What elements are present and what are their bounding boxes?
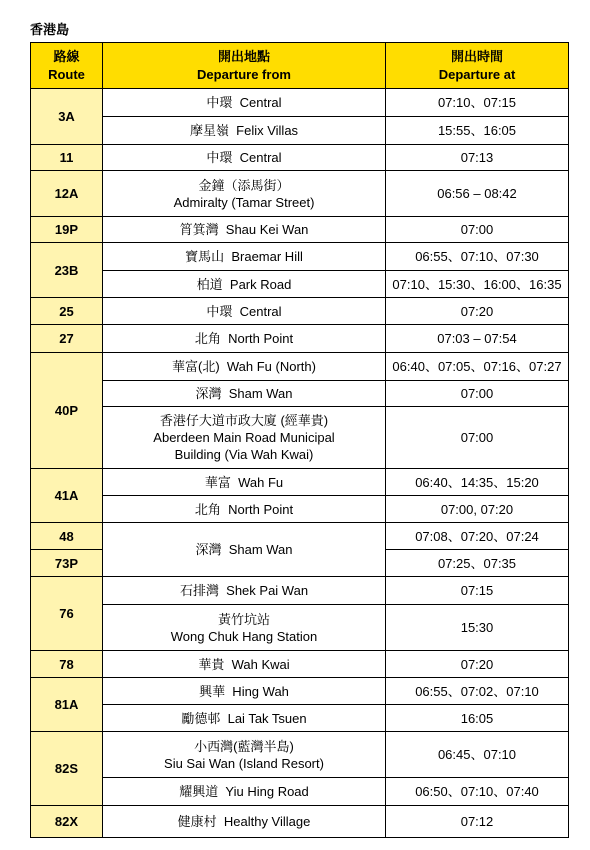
table-row: [31, 732, 569, 778]
departure-at-cell: 15:55、16:05: [386, 117, 569, 145]
table-row: [31, 171, 569, 217]
table-row: [31, 651, 569, 678]
departure-from-cell: [103, 217, 386, 243]
route-cell: 3A: [31, 89, 103, 145]
departure-from-cell: [103, 496, 386, 523]
route-cell: 48: [31, 523, 103, 550]
header-route: [31, 43, 103, 89]
departure-at-cell: 07:10、07:15: [386, 89, 569, 117]
departure-from-text: 北角 North Point: [194, 331, 294, 346]
departure-at-cell: 06:40、07:05、07:16、07:27: [386, 353, 569, 381]
departure-from-text: 石排灣 Shek Pai Wan: [179, 583, 309, 598]
departure-from-text: 香港仔大道市政大廈 (經華貴): [159, 413, 329, 428]
route-cell: 82X: [31, 806, 103, 838]
route-cell: 82S: [31, 732, 103, 806]
table-row: [31, 89, 569, 117]
departure-at-cell: 06:40、14:35、15:20: [386, 469, 569, 496]
departure-from-text: 寶馬山 Braemar Hill: [185, 249, 303, 264]
table-row: [31, 117, 569, 145]
departure-from-cell: [103, 381, 386, 407]
departure-from-cell: [103, 325, 386, 353]
departure-from-cell: [103, 605, 386, 651]
header-departure-from-en: Departure from: [197, 66, 291, 82]
departure-at-cell: 07:10、15:30、16:00、16:35: [386, 271, 569, 298]
departure-from-text: 深灣 Sham Wan: [195, 542, 293, 557]
departure-from-text: 中環 Central: [206, 95, 282, 110]
departure-from-text: 興華 Hing Wah: [199, 683, 289, 699]
departure-from-text: 健康村 Healthy Village: [177, 814, 311, 829]
departure-from-text: Admiralty (Tamar Street): [173, 194, 315, 210]
departure-from-text: Building (Via Wah Kwai): [174, 447, 314, 462]
header-departure-at-zh: 開出時間: [450, 48, 503, 64]
departure-from-cell: [103, 806, 386, 838]
table-row: [31, 217, 569, 243]
departure-from-cell: [103, 678, 386, 705]
table-row: [31, 778, 569, 806]
departure-from-text: 小西灣(藍灣半島): [194, 738, 294, 754]
departure-at-cell: 06:50、07:10、07:40: [386, 778, 569, 806]
departure-at-cell: 06:55、07:10、07:30: [386, 243, 569, 271]
departure-from-cell: [103, 145, 386, 171]
route-cell: 78: [31, 651, 103, 678]
departure-from-cell: [103, 705, 386, 732]
table-row: [31, 271, 569, 298]
table-row: [31, 145, 569, 171]
header-departure-from-zh: 開出地點: [217, 48, 270, 64]
header-departure-from: [103, 43, 386, 89]
departure-at-cell: 07:00: [386, 407, 569, 469]
departure-at-cell: 07:20: [386, 298, 569, 325]
departure-from-cell: [103, 171, 386, 217]
departure-from-text: 北角 North Point: [194, 501, 294, 517]
route-cell: 41A: [31, 469, 103, 523]
route-cell: 19P: [31, 217, 103, 243]
route-cell: 27: [31, 325, 103, 353]
header-route-zh: 路線: [53, 48, 80, 64]
departure-from-text: 勵德邨 Lai Tak Tsuen: [181, 710, 307, 726]
departure-at-cell: 07:25、07:35: [386, 550, 569, 577]
route-cell: 73P: [31, 550, 103, 577]
departure-from-text: 摩星嶺 Felix Villas: [189, 123, 299, 138]
departure-from-cell: [103, 523, 386, 577]
departure-from-text: 華富(北) Wah Fu (North): [172, 359, 316, 374]
table-row: [31, 381, 569, 407]
departure-from-text: Wong Chuk Hang Station: [170, 628, 318, 644]
departure-at-cell: 07:15: [386, 577, 569, 605]
departure-schedule-table: [30, 42, 569, 838]
departure-at-cell: 06:55、07:02、07:10: [386, 678, 569, 705]
table-row: [31, 705, 569, 732]
table-row: [31, 325, 569, 353]
header-route-en: Route: [48, 66, 85, 82]
table-row: [31, 243, 569, 271]
departure-at-cell: 06:56 – 08:42: [386, 171, 569, 217]
route-cell: 81A: [31, 678, 103, 732]
departure-at-cell: 07:13: [386, 145, 569, 171]
departure-at-cell: 07:00, 07:20: [386, 496, 569, 523]
departure-from-cell: [103, 243, 386, 271]
route-cell: 23B: [31, 243, 103, 298]
departure-from-cell: [103, 117, 386, 145]
route-cell: 11: [31, 145, 103, 171]
table-row: [31, 806, 569, 838]
departure-from-text: 柏道 Park Road: [196, 276, 292, 292]
departure-from-cell: [103, 89, 386, 117]
departure-from-text: 中環 Central: [206, 303, 282, 319]
departure-at-cell: 15:30: [386, 605, 569, 651]
departure-from-cell: [103, 732, 386, 778]
departure-from-text: 中環 Central: [206, 150, 282, 165]
route-cell: 40P: [31, 353, 103, 469]
departure-from-text: 華富 Wah Fu: [204, 474, 284, 490]
table-row: [31, 298, 569, 325]
table-row: [31, 353, 569, 381]
departure-at-cell: 07:08、07:20、07:24: [386, 523, 569, 550]
departure-at-cell: 07:20: [386, 651, 569, 678]
departure-from-text: 金鐘（添馬街）: [198, 177, 290, 193]
departure-from-text: 黃竹坑站: [217, 611, 270, 627]
table-row: [31, 469, 569, 496]
departure-from-text: Siu Sai Wan (Island Resort): [164, 755, 324, 771]
departure-at-cell: 16:05: [386, 705, 569, 732]
departure-from-cell: [103, 353, 386, 381]
route-cell: 76: [31, 577, 103, 651]
header-departure-at: [386, 43, 569, 89]
section-title: 香港島: [30, 22, 70, 37]
departure-at-cell: 07:00: [386, 381, 569, 407]
departure-from-cell: [103, 407, 386, 469]
departure-at-cell: 07:03 – 07:54: [386, 325, 569, 353]
table-row: [31, 678, 569, 705]
route-cell: 25: [31, 298, 103, 325]
route-cell: 12A: [31, 171, 103, 217]
departure-from-text: 筲箕灣 Shau Kei Wan: [179, 222, 309, 237]
departure-from-cell: [103, 271, 386, 298]
departure-from-cell: [103, 577, 386, 605]
table-header-row: [31, 43, 569, 89]
departure-from-cell: [103, 298, 386, 325]
departure-at-cell: 07:12: [386, 806, 569, 838]
departure-from-cell: [103, 651, 386, 678]
departure-from-cell: [103, 469, 386, 496]
departure-from-text: Aberdeen Main Road Municipal: [153, 430, 335, 445]
departure-from-cell: [103, 778, 386, 806]
departure-at-cell: 06:45、07:10: [386, 732, 569, 778]
departure-from-text: 耀興道 Yiu Hing Road: [179, 784, 309, 799]
departure-from-text: 深灣 Sham Wan: [195, 386, 293, 401]
table-row: [31, 605, 569, 651]
departure-from-text: 華貴 Wah Kwai: [198, 656, 290, 672]
table-row: [31, 577, 569, 605]
departure-at-cell: 07:00: [386, 217, 569, 243]
table-row: [31, 523, 569, 550]
table-row: [31, 496, 569, 523]
header-departure-at-en: Departure at: [438, 66, 516, 82]
table-row: [31, 407, 569, 469]
